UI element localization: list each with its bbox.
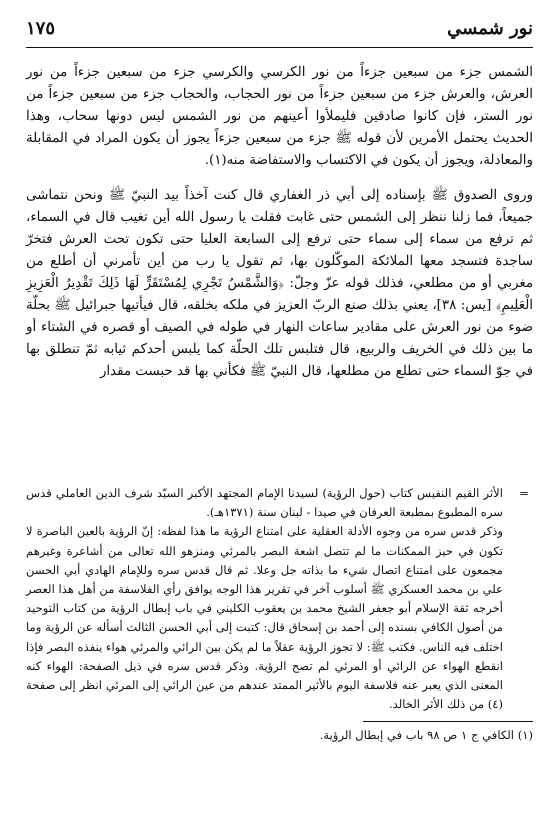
- page-number: ١٧٥: [26, 18, 56, 39]
- footnotes: [26, 484, 533, 746]
- body-paragraph: الشمس جزء من سبعين جزءاً من نور الكرسي والكرسي جزء من سبعين جزءاً من نور العرش، والعرش جزء من سبعين جزءاً من نور الحجاب، والحجاب جزء من سبعين جزءاً من نور الستر، فإن كانوا صادقين فليملأوا أعينهم من نور الشمس ليس دونها سحاب، وهذا الحديث يحتمل الأمرين لأن قوله ﷺ جزء من سبعين جزءاً يجوز أن يكون المراد في المقابلة والمعادلة، ويجوز أن يكون في الاكتساب والاستفاضة منه(١).: [26, 65, 533, 168]
- footnote-reference: [26, 726, 533, 745]
- body-paragraph: وروى الصدوق ﷺ بإسناده إلى أبي ذر الغفاري قال كنت آخذاً بيد النبيّ ﷺ ونحن نتماشى جميعاً، فما زلنا ننظر إلى الشمس حتى غابت فقلت يا رسول الله أين تغيب قال في السماء، ثم ترفع من سماء إلى سماء حتى ترفع إلى السابعة العليا حتى تكون تحت العرش فتخرّ ساجدة فتسجد معها الملائكة الموكّلون بها، ثم تقول يا رب من أين تأمرني أن أطلع من مغربي أو من مطلعي، فذلك قوله عزّ وجلّ: ﴿وَالشَّمْسُ تَجْرِي لِمُسْتَقَرٍّ لَهَا ذَلِكَ تَقْدِيرُ الْعَزِيزِ الْعَلِيمِ﴾ [يس: ٣٨]، يعني بذلك صنع الربّ العزيز في ملكه بخلقه، قال فيأتيها جبرائيل ﷺ بحلّة ضوء من نور العرش على مقادير ساعات النهار في طوله في الصيف أو قصره في الشتاء أو ما بين ذلك في الخريف والربيع، قال فتلبس تلك الحلّة كما يلبس أحدكم ثيابه ثمّ تنطلق بها في جوّ السماء حتى تطلع من مطلعها، قال النبيّ ﷺ فكأني بها قد حبست مقدار: [26, 188, 533, 379]
- footnote-separator: [363, 721, 533, 722]
- main-text: [26, 62, 533, 383]
- footnote-paragraph: وذكر قدس سره من وجوه الأدلة العقلية على امتناع الرؤية ما هذا لفظه: إنّ الرؤية بالعين الباصرة لا تكون في حيز الممكنات ما لم تتصل اشعة البصر بالمرئي ومنزهو الله تعالى من أشاعرة وغيرهم مجمعون على امتناع اتصال شيء ما بذاته جل وعلا. ثم قال قدس سره وللإمام الهادي أبي الحسن علي بن محمد العسكري ﷺ أسلوب آخر في تقرير هذا الوجه يوافق رأي الفلاسفة من أهل هذا العصر أخرجه ثقة الإسلام أبو جعفر الشيخ محمد بن يعقوب الكليني في باب إبطال الرؤية من كتاب التوحيد من أصول الكافي بسنده إلى أحمد بن إسحاق قال: كتبت إلى أبي الحسن الثالث أسأله عن الرؤية وما اختلف فيه الناس. فكتب ﷺ: لا تجوز الرؤية عقلاً ما لم يكن بين الرائي والمرئي هواء ينفذه البصر فإذا انقطع الهواء عن الرائي أو المرئي لم تصح الرؤية. وذكر قدس سره في ذيل الصفحة: الهواء كنه المعنى الذي يعبر عنه فلاسفة اليوم بالأثير الممتد عندهم من عين الرائي إلى المرئي انظر إلى صفحة (٤) من ذلك الأثر الخالد.: [26, 524, 503, 712]
- footnote-continuation: [26, 484, 533, 714]
- footnote-paragraph: الأثر القيم النفيس كتاب (حول الرؤية) لسيدنا الإمام المجتهد الأكبر السيّد شرف الدين العاملي قدس سره المطبوع بمطبعة العرفان في صيدا - لبنان سنة (١٣٧١هـ).: [26, 486, 503, 520]
- footnote-reference-text: (١) الكافي ج ١ ص ٩٨ باب في إبطال الرؤية.: [319, 728, 533, 743]
- header-rule: [26, 47, 533, 48]
- footnote-continuation-marker: =: [519, 486, 529, 500]
- running-title: نور شمسي: [447, 18, 533, 39]
- page-header: [26, 14, 533, 48]
